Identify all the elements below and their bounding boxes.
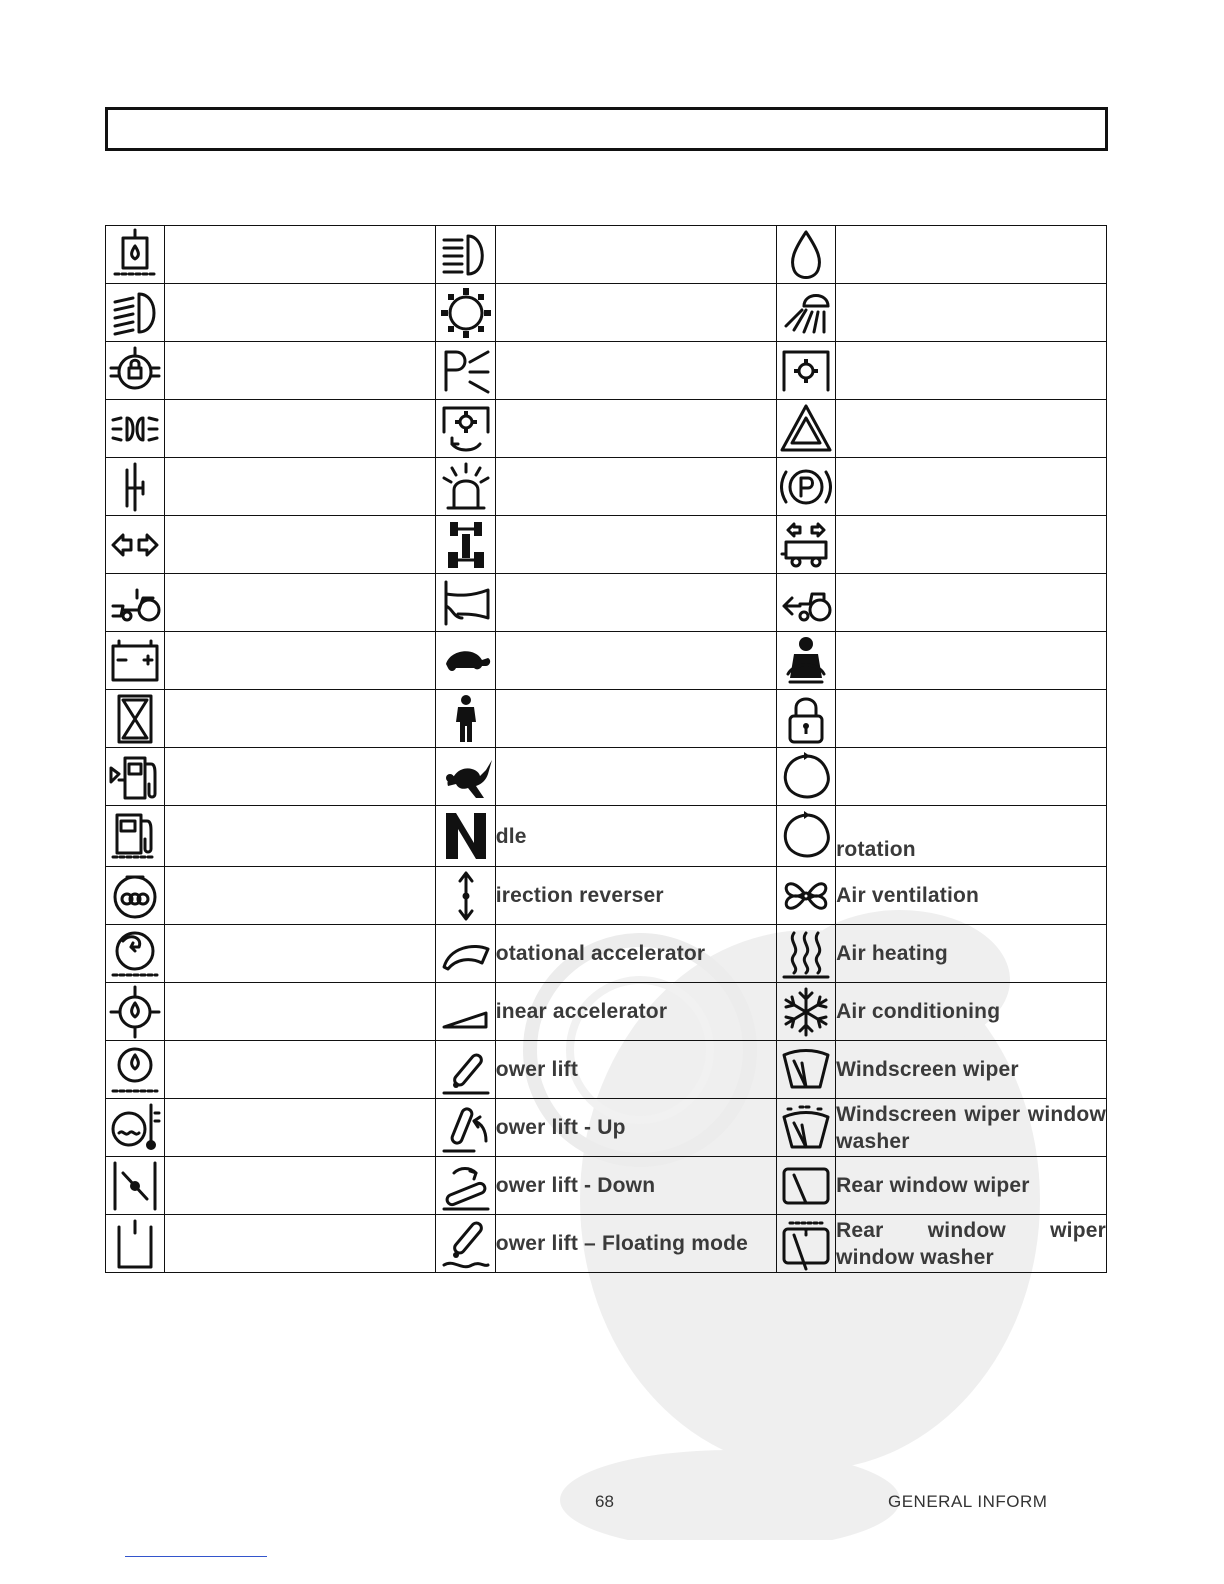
rotational-accelerator-icon bbox=[440, 927, 492, 981]
symbol-icon-cell bbox=[106, 284, 165, 342]
sun-gear-icon bbox=[440, 286, 492, 340]
symbol-icon-cell bbox=[776, 226, 835, 284]
tractor-forward-icon bbox=[109, 576, 161, 630]
power-lift-up-icon bbox=[440, 1101, 492, 1155]
hazard-warning-icon bbox=[780, 402, 832, 456]
symbol-description bbox=[495, 632, 776, 690]
fluid-drop-icon bbox=[780, 228, 832, 282]
symbol-icon-cell bbox=[436, 574, 495, 632]
symbol-description: ower lift - Down bbox=[495, 1157, 776, 1215]
symbol-icon-cell bbox=[776, 1041, 835, 1099]
high-beam-icon bbox=[440, 228, 492, 282]
symbol-description bbox=[495, 748, 776, 806]
air-heating-icon bbox=[780, 927, 832, 981]
symbol-description bbox=[165, 342, 436, 400]
symbol-description: rotation bbox=[836, 806, 1107, 867]
table-row bbox=[106, 632, 1107, 690]
windscreen-wiper-icon bbox=[780, 1043, 832, 1097]
symbol-icon-cell bbox=[106, 1215, 165, 1273]
symbol-icon-cell bbox=[106, 516, 165, 574]
symbol-icon-cell bbox=[776, 342, 835, 400]
table-row bbox=[106, 226, 1107, 284]
symbol-icon-cell bbox=[106, 458, 165, 516]
symbol-icon-cell bbox=[106, 748, 165, 806]
fuel-pump-filter-icon bbox=[109, 750, 161, 804]
engine-intake-icon bbox=[109, 869, 161, 923]
section-title-box bbox=[105, 107, 1108, 151]
symbol-icon-cell bbox=[436, 748, 495, 806]
symbol-description bbox=[836, 574, 1107, 632]
symbol-icon-cell bbox=[776, 748, 835, 806]
symbol-description: otational accelerator bbox=[495, 925, 776, 983]
symbol-icon-cell bbox=[106, 867, 165, 925]
symbol-icon-cell bbox=[106, 1099, 165, 1157]
symbol-description bbox=[165, 806, 436, 867]
snowflake-icon bbox=[780, 985, 832, 1039]
symbol-description bbox=[165, 925, 436, 983]
symbol-icon-cell bbox=[776, 1099, 835, 1157]
symbol-icon-cell bbox=[436, 342, 495, 400]
symbol-description: ower lift – Floating mode bbox=[495, 1215, 776, 1273]
seat-belt-icon bbox=[780, 634, 832, 688]
table-row bbox=[106, 574, 1107, 632]
rabbit-fast-icon bbox=[440, 750, 492, 804]
table-row bbox=[106, 342, 1107, 400]
symbol-description bbox=[836, 690, 1107, 748]
table-row bbox=[106, 516, 1107, 574]
table-row bbox=[106, 867, 1107, 925]
symbol-description: Air heating bbox=[836, 925, 1107, 983]
symbol-icon-cell bbox=[436, 867, 495, 925]
lock-icon bbox=[780, 692, 832, 746]
symbol-description: ower lift bbox=[495, 1041, 776, 1099]
symbol-description bbox=[836, 458, 1107, 516]
symbol-description: dle bbox=[495, 806, 776, 867]
symbol-description bbox=[165, 1099, 436, 1157]
symbol-icon-cell bbox=[436, 516, 495, 574]
symbol-icon-cell bbox=[436, 400, 495, 458]
symbol-description: Air conditioning bbox=[836, 983, 1107, 1041]
symbol-description bbox=[495, 400, 776, 458]
turn-indicators-icon bbox=[109, 518, 161, 572]
page-number: 68 bbox=[595, 1492, 614, 1511]
symbol-icon-cell bbox=[776, 983, 835, 1041]
symbol-description bbox=[836, 516, 1107, 574]
rotation-clockwise-icon bbox=[780, 809, 832, 863]
hourglass-icon bbox=[109, 692, 161, 746]
symbol-icon-cell bbox=[106, 690, 165, 748]
symbol-description bbox=[495, 458, 776, 516]
symbol-description: inear accelerator bbox=[495, 983, 776, 1041]
table-row bbox=[106, 925, 1107, 983]
symbol-description bbox=[836, 632, 1107, 690]
symbol-icon-cell bbox=[776, 1157, 835, 1215]
engine-oil-filter-icon bbox=[109, 1043, 161, 1097]
table-row bbox=[106, 748, 1107, 806]
rear-washer-icon bbox=[780, 1217, 832, 1271]
symbol-icon-cell bbox=[776, 632, 835, 690]
symbol-description bbox=[495, 284, 776, 342]
table-row bbox=[106, 1215, 1107, 1273]
table-row bbox=[106, 1041, 1107, 1099]
trailer-indicators-icon bbox=[780, 518, 832, 572]
symbol-icon-cell bbox=[106, 806, 165, 867]
fuel-filter-icon bbox=[109, 809, 161, 863]
symbol-icon-cell bbox=[436, 1099, 495, 1157]
symbol-description: Rear window wiper bbox=[836, 1157, 1107, 1215]
symbol-description bbox=[495, 226, 776, 284]
symbol-description: Windscreen wiper window washer bbox=[836, 1099, 1107, 1157]
tractor-reverse-icon bbox=[780, 576, 832, 630]
footer-link-underline bbox=[125, 1556, 267, 1557]
symbol-description bbox=[495, 516, 776, 574]
symbol-description: Rear window wiper window washer bbox=[836, 1215, 1107, 1273]
work-light-icon bbox=[780, 286, 832, 340]
table-row bbox=[106, 400, 1107, 458]
symbol-icon-cell bbox=[436, 806, 495, 867]
symbol-description: Air ventilation bbox=[836, 867, 1107, 925]
rear-wiper-icon bbox=[780, 1159, 832, 1213]
engine-oil-pressure-icon bbox=[109, 985, 161, 1039]
horn-icon bbox=[440, 576, 492, 630]
symbol-icon-cell bbox=[106, 632, 165, 690]
symbol-description bbox=[836, 748, 1107, 806]
symbol-description bbox=[165, 632, 436, 690]
symbol-icon-cell bbox=[436, 1041, 495, 1099]
symbols-table bbox=[105, 225, 1107, 1273]
symbol-description bbox=[495, 690, 776, 748]
pto-icon bbox=[780, 344, 832, 398]
symbol-icon-cell bbox=[776, 925, 835, 983]
direction-reverser-icon bbox=[440, 869, 492, 923]
coolant-temperature-icon bbox=[109, 1101, 161, 1155]
side-lights-icon bbox=[109, 402, 161, 456]
parking-brake-icon bbox=[780, 460, 832, 514]
symbol-description bbox=[165, 748, 436, 806]
hydraulic-oil-filter-icon bbox=[109, 228, 161, 282]
symbol-icon-cell bbox=[776, 690, 835, 748]
symbol-icon-cell bbox=[436, 458, 495, 516]
symbol-icon-cell bbox=[106, 983, 165, 1041]
symbol-description bbox=[165, 1157, 436, 1215]
symbol-icon-cell bbox=[436, 1157, 495, 1215]
symbol-icon-cell bbox=[436, 284, 495, 342]
table-row bbox=[106, 806, 1107, 867]
symbol-description: irection reverser bbox=[495, 867, 776, 925]
symbol-description: Windscreen wiper bbox=[836, 1041, 1107, 1099]
parking-lights-icon bbox=[440, 344, 492, 398]
table-row bbox=[106, 284, 1107, 342]
symbol-description bbox=[836, 284, 1107, 342]
power-lift-floating-icon bbox=[440, 1217, 492, 1271]
tank-level-icon bbox=[109, 1217, 161, 1271]
symbol-icon-cell bbox=[776, 1215, 835, 1273]
symbol-icon-cell bbox=[436, 632, 495, 690]
table-row bbox=[106, 690, 1107, 748]
windscreen-washer-icon bbox=[780, 1101, 832, 1155]
battery-icon bbox=[109, 634, 161, 688]
linear-accelerator-icon bbox=[440, 985, 492, 1039]
symbol-icon-cell bbox=[436, 983, 495, 1041]
table-row bbox=[106, 458, 1107, 516]
differential-lock-icon bbox=[109, 344, 161, 398]
power-lift-down-icon bbox=[440, 1159, 492, 1213]
symbol-description bbox=[165, 690, 436, 748]
symbol-description bbox=[165, 226, 436, 284]
rotation-clockwise-icon bbox=[780, 750, 832, 804]
rotating-beacon-icon bbox=[440, 460, 492, 514]
symbol-description bbox=[165, 284, 436, 342]
symbol-icon-cell bbox=[776, 284, 835, 342]
symbol-description bbox=[836, 342, 1107, 400]
symbol-description: ower lift - Up bbox=[495, 1099, 776, 1157]
symbol-icon-cell bbox=[106, 342, 165, 400]
symbol-icon-cell bbox=[106, 226, 165, 284]
table-row bbox=[106, 983, 1107, 1041]
symbol-description bbox=[495, 342, 776, 400]
symbol-icon-cell bbox=[436, 925, 495, 983]
symbol-icon-cell bbox=[776, 806, 835, 867]
symbol-icon-cell bbox=[436, 226, 495, 284]
neutral-n-icon bbox=[440, 809, 492, 863]
symbol-icon-cell bbox=[106, 400, 165, 458]
symbol-description bbox=[836, 400, 1107, 458]
symbol-description bbox=[836, 226, 1107, 284]
symbol-description bbox=[165, 574, 436, 632]
symbol-description bbox=[165, 983, 436, 1041]
symbol-icon-cell bbox=[776, 400, 835, 458]
symbol-description bbox=[165, 458, 436, 516]
symbol-icon-cell bbox=[436, 690, 495, 748]
symbol-icon-cell bbox=[106, 1041, 165, 1099]
tortoise-slow-icon bbox=[440, 634, 492, 688]
fan-ventilation-icon bbox=[780, 869, 832, 923]
symbol-icon-cell bbox=[436, 1215, 495, 1273]
operator-present-icon bbox=[440, 692, 492, 746]
symbol-description bbox=[165, 516, 436, 574]
engine-air-filter-icon bbox=[109, 927, 161, 981]
table-row bbox=[106, 1099, 1107, 1157]
symbol-icon-cell bbox=[776, 516, 835, 574]
footer-section-title: GENERAL INFORM bbox=[888, 1492, 1048, 1511]
low-beam-headlight-icon bbox=[109, 286, 161, 340]
table-row bbox=[106, 1157, 1107, 1215]
symbol-icon-cell bbox=[776, 458, 835, 516]
throttle-valve-icon bbox=[109, 1159, 161, 1213]
symbol-icon-cell bbox=[106, 1157, 165, 1215]
symbol-icon-cell bbox=[776, 574, 835, 632]
symbol-description bbox=[165, 1041, 436, 1099]
symbol-icon-cell bbox=[106, 925, 165, 983]
symbol-icon-cell bbox=[776, 867, 835, 925]
symbol-description bbox=[165, 400, 436, 458]
power-lift-icon bbox=[440, 1043, 492, 1097]
symbol-description bbox=[165, 867, 436, 925]
four-wheel-drive-icon bbox=[440, 518, 492, 572]
symbol-description bbox=[165, 1215, 436, 1273]
clutch-icon bbox=[109, 460, 161, 514]
symbol-description bbox=[495, 574, 776, 632]
pto-rotation-icon bbox=[440, 402, 492, 456]
symbol-icon-cell bbox=[106, 574, 165, 632]
